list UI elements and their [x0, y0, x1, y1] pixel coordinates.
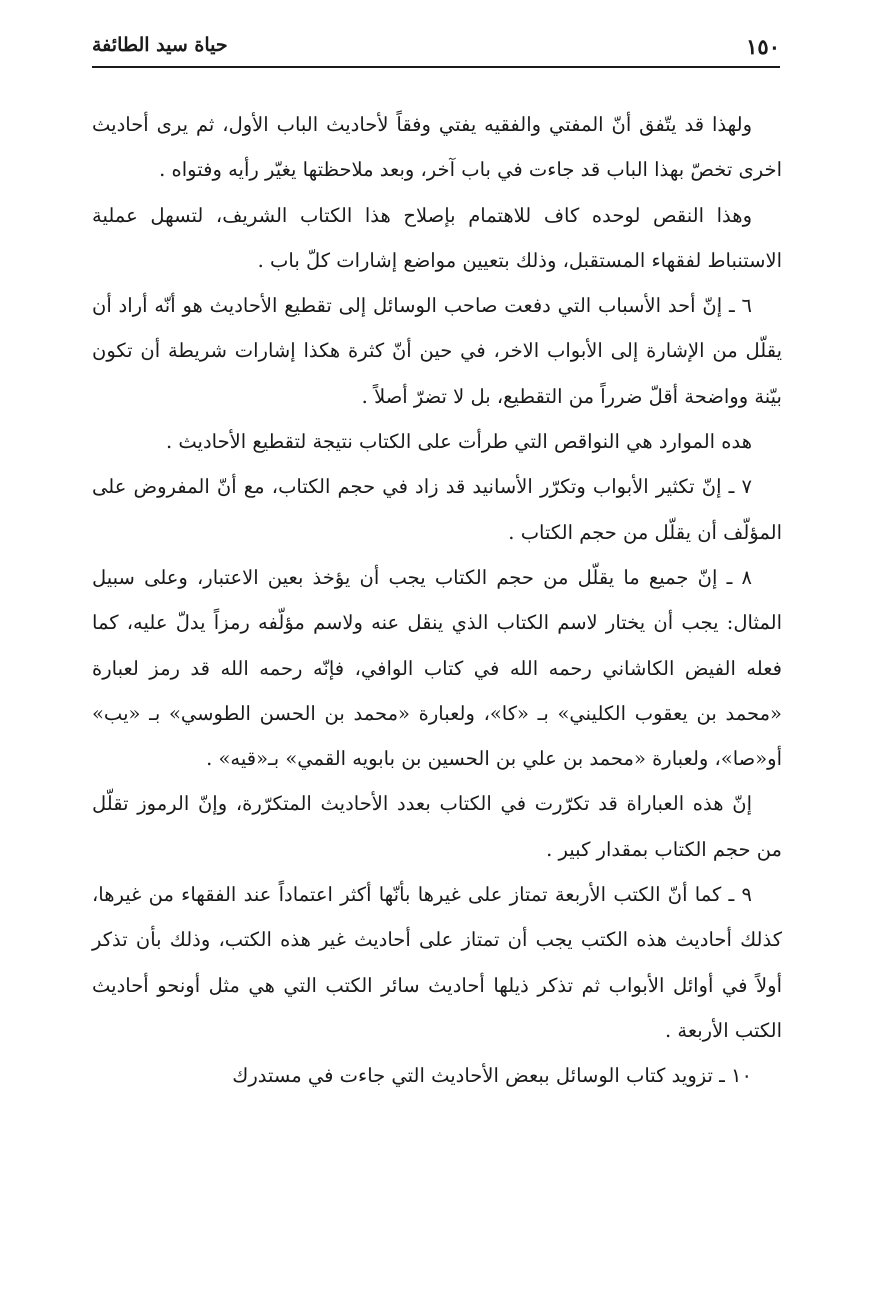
paragraph: ١٠ ـ تزويد كتاب الوسائل ببعض الأحاديث التي جاءت في مستدرك: [232, 1064, 752, 1088]
paragraph: ٧ ـ إنّ تكثير الأبواب وتكرّر الأسانيد قد زاد في حجم الكتاب، مع أنّ المفروض على المؤلّف أن يقلّل من حجم الكتاب .: [92, 475, 782, 544]
paragraph: ٦ ـ إنّ أحد الأسباب التي دفعت صاحب الوسائل إلى تقطيع الأحاديث هو أنّه أراد أن يقلّل من الإشارة إلى الأبواب الاخر، في حين أنّ كثرة هكذا إشارات شريطة أن تكون بيّنة وواضحة أقلّ ضرراً من التقطيع، بل لا تضرّ أصلاً .: [92, 294, 782, 408]
paragraph: وهذا النقص لوحده كاف للاهتمام بإصلاح هذا الكتاب الشريف، لتسهل عملية الاستنباط لفقهاء المستقبل، وذلك بتعيين مواضع إشارات كلّ باب .: [92, 203, 782, 272]
paragraph: إنّ هذه العباراة قد تكرّرت في الكتاب بعدد الأحاديث المتكرّرة، وإنّ الرموز تقلّل من حجم الكتاب بمقدار كبير .: [92, 792, 782, 861]
paragraph: ٩ ـ كما أنّ الكتب الأربعة تمتاز على غيرها بأنّها أكثر اعتماداً عند الفقهاء من غيرها، كذلك أحاديث هذه الكتب يجب أن تمتاز على أحاديث غير هذه الكتب، وذلك بأن تذكر أولاً في أوائل الأبواب ثم تذكر ذيلها أحاديث سائر الكتب التي هي مثل أونحو أحاديث الكتب الأربعة .: [92, 883, 782, 1042]
paragraph: ولهذا قد يتّفق أنّ المفتي والفقيه يفتي وفقاً لأحاديث الباب الأول، ثم يرى أحاديث اخرى تخصّ بهذا الباب قد جاءت في باب آخر، وبعد ملاحظتها يغيّر رأيه وفتواه .: [92, 113, 782, 182]
page-number: ١٥٠: [746, 34, 780, 59]
body-text: [92, 102, 782, 1099]
paragraph: ٨ ـ إنّ جميع ما يقلّل من حجم الكتاب يجب أن يؤخذ بعين الاعتبار، وعلى سبيل المثال: يجب أن يختار لاسم الكتاب الذي ينقل عنه ولاسم مؤلّفه رمزاً يدلّ عليه، كما فعله الفيض الكاشاني رحمه الله في كتاب الوافي، فإنّه رحمه الله قد رمز لعبارة «محمد بن يعقوب الكليني» بـ «كا»، ولعبارة «محمد بن الحسن الطوسي» بـ «يب» أو«صا»، ولعبارة «محمد بن علي بن الحسين بن بابويه القمي» بـ«قيه» .: [92, 565, 782, 771]
running-title: حياة سيد الطائفة: [92, 34, 228, 56]
paragraph: هده الموارد هي النواقص التي طرأت على الكتاب نتيجة لتقطيع الأحاديث .: [165, 430, 752, 454]
page-header: [92, 30, 780, 68]
